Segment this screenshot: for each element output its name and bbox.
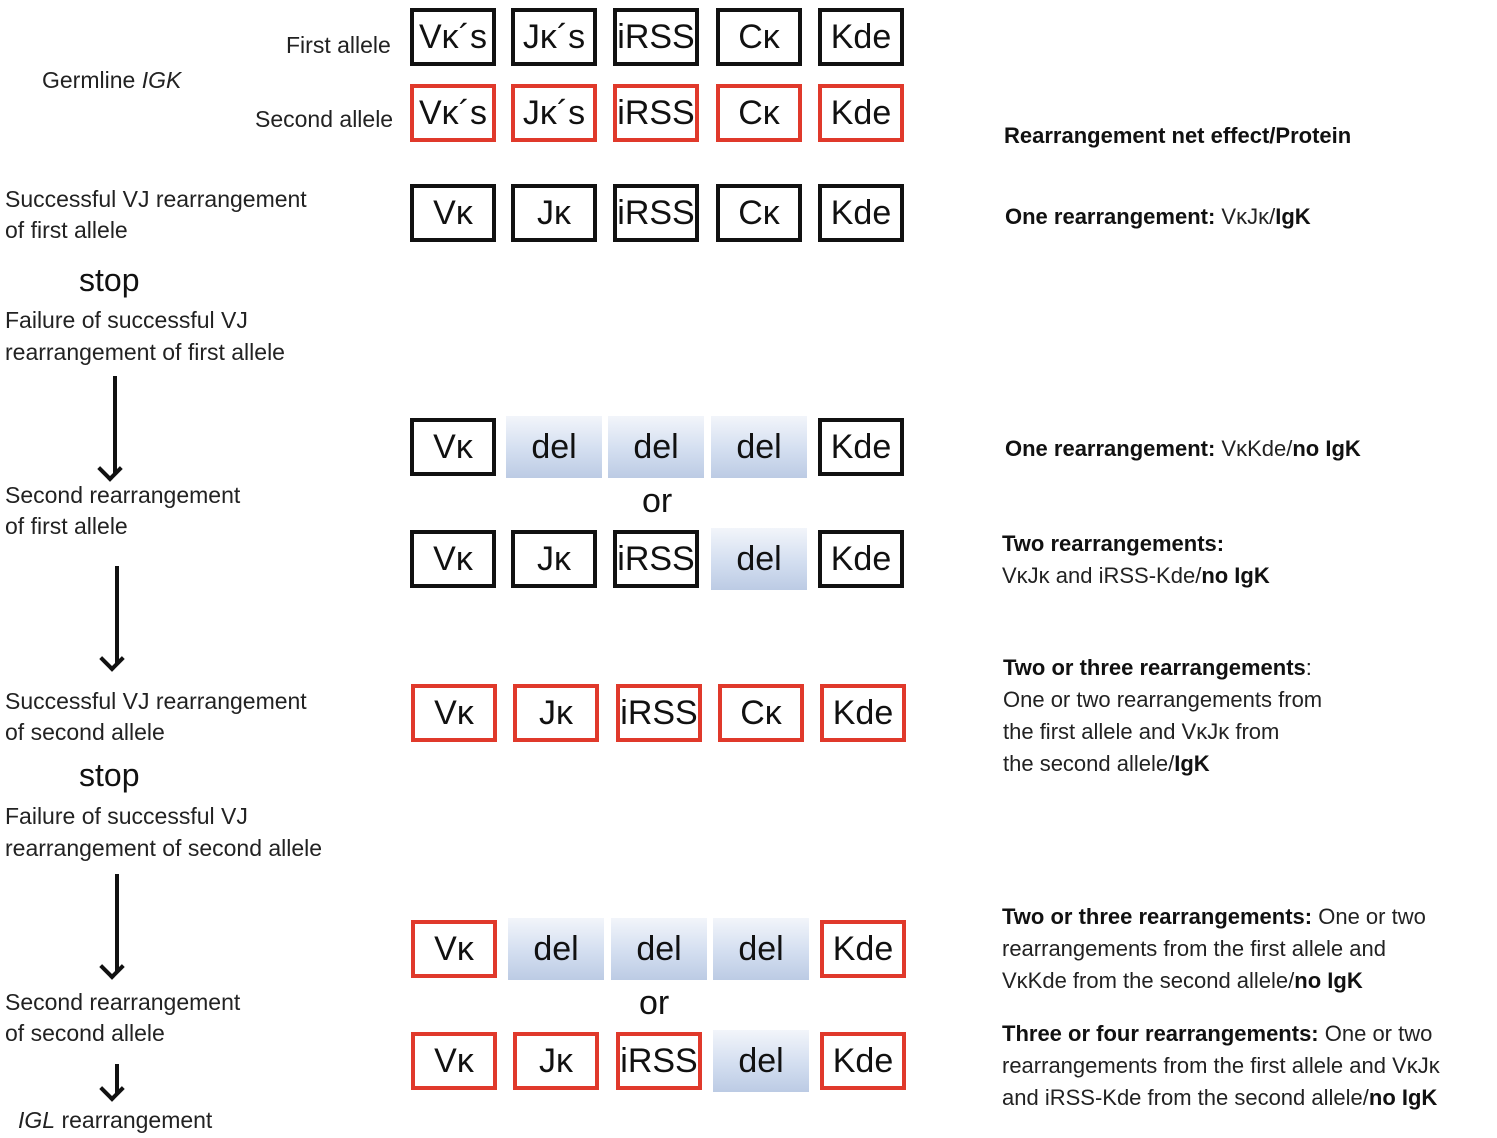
- effect-header: [1004, 120, 1351, 152]
- gene-segment-vj2: Cκ: [718, 684, 804, 742]
- gene-segment-vj2: Jκ: [513, 684, 599, 742]
- effect-4-colon: :: [1305, 655, 1312, 680]
- deleted-segment: del: [508, 918, 604, 980]
- deleted-segment: del: [611, 918, 707, 980]
- second-re-second-line1: Second rearrangement: [5, 989, 241, 1015]
- gene-segment-del2b: Jκ: [513, 1032, 599, 1090]
- igl-label: [18, 1104, 212, 1136]
- germline-prefix: Germline: [42, 67, 142, 93]
- gene-segment-germ2: Jκ´s: [511, 84, 597, 142]
- gene-segment-germ1: Cκ: [716, 8, 802, 66]
- fail-first-line2: rearrangement of first allele: [5, 339, 285, 365]
- deleted-segment: del: [713, 918, 809, 980]
- gene-segment-germ2: iRSS: [613, 84, 699, 142]
- arrow-down-icon: [115, 874, 119, 972]
- fail-first-line1: Failure of successful VJ: [5, 307, 248, 333]
- effect-1-bold: One rearrangement:: [1005, 204, 1216, 229]
- gene-segment-vj1: Kde: [818, 184, 904, 242]
- second-re-first-line1: Second rearrangement: [5, 482, 241, 508]
- success-second-line2: of second allele: [5, 719, 165, 745]
- effect-4-line2: One or two rearrangements from: [1003, 687, 1323, 712]
- gene-segment-germ2: Vκ´s: [410, 84, 496, 142]
- effect-6-bold: Three or four rearrangements:: [1002, 1021, 1319, 1046]
- igl-rest: rearrangement: [55, 1107, 213, 1133]
- stop-label-2: stop: [79, 757, 140, 793]
- second-re-first-line2: of first allele: [5, 513, 128, 539]
- germline-gene: IGK: [141, 67, 182, 93]
- first-allele-label: First allele: [286, 32, 391, 58]
- effect-4-protein: IgK: [1174, 751, 1210, 776]
- effect-5-line3: VκKde from the second allele/: [1002, 968, 1295, 993]
- stop-label-1: stop: [79, 262, 140, 298]
- gene-segment-germ1: Kde: [818, 8, 904, 66]
- effect-row-3: [1002, 528, 1270, 592]
- deleted-segment: del: [711, 416, 807, 478]
- gene-segment-vj2: Vκ: [411, 684, 497, 742]
- deleted-segment: del: [711, 528, 807, 590]
- gene-segment-vj1: iRSS: [613, 184, 699, 242]
- effect-2-protein: no IgK: [1292, 436, 1361, 461]
- effect-6-line3: and iRSS-Kde from the second allele/: [1002, 1085, 1369, 1110]
- fail-second-line2: rearrangement of second allele: [5, 835, 323, 861]
- effect-6-protein: no IgK: [1368, 1085, 1438, 1110]
- effect-3-text: VκJκ and iRSS-Kde/: [1002, 563, 1202, 588]
- second-re-second-line2: of second allele: [5, 1020, 165, 1046]
- effect-5-protein: no IgK: [1294, 968, 1363, 993]
- success-second-line1: Successful VJ rearrangement: [5, 688, 307, 714]
- effect-header-text: Rearrangement net effect/Protein: [1004, 123, 1352, 148]
- effect-4-line3: the first allele and VκJκ from: [1003, 719, 1280, 744]
- gene-segment-del1b: iRSS: [613, 530, 699, 588]
- effect-row-1: [1005, 201, 1311, 233]
- second-allele-label: Second allele: [255, 106, 394, 132]
- gene-segment-del2a: Vκ: [411, 920, 497, 978]
- gene-segment-vj1: Jκ: [511, 184, 597, 242]
- deleted-segment: del: [608, 416, 704, 478]
- gene-segment-del2b: Kde: [820, 1032, 906, 1090]
- effect-5-line1: One or two: [1312, 904, 1426, 929]
- gene-segment-del2b: iRSS: [616, 1032, 702, 1090]
- deleted-segment: del: [713, 1030, 809, 1092]
- effect-row-5: [1002, 901, 1426, 997]
- or-label-1: or: [642, 482, 673, 520]
- success-first-line1: Successful VJ rearrangement: [5, 186, 307, 212]
- effect-row-6: [1002, 1018, 1440, 1114]
- arrow-down-icon: [115, 566, 119, 664]
- effect-3-protein: no IgK: [1201, 563, 1270, 588]
- success-first-line2: of first allele: [5, 217, 128, 243]
- fail-second-line1: Failure of successful VJ: [5, 803, 248, 829]
- effect-5-bold: Two or three rearrangements:: [1002, 904, 1313, 929]
- arrow-down-icon: [113, 376, 117, 474]
- gene-segment-vj1: Cκ: [716, 184, 802, 242]
- gene-segment-vj1: Vκ: [410, 184, 496, 242]
- deleted-segment: del: [506, 416, 602, 478]
- gene-segment-germ2: Cκ: [716, 84, 802, 142]
- effect-row-2: [1005, 433, 1361, 465]
- germline-label: [42, 64, 181, 96]
- effect-3-bold: Two rearrangements:: [1002, 531, 1225, 556]
- or-label-2: or: [639, 984, 670, 1022]
- gene-segment-del1a: Kde: [818, 418, 904, 476]
- gene-segment-germ1: Jκ´s: [511, 8, 597, 66]
- gene-segment-vj2: Kde: [820, 684, 906, 742]
- effect-4-line4: the second allele/: [1003, 751, 1175, 776]
- effect-2-bold: One rearrangement:: [1005, 436, 1216, 461]
- arrow-down-icon: [115, 1064, 119, 1094]
- effect-1-protein: IgK: [1275, 204, 1311, 229]
- effect-4-bold: Two or three rearrangements: [1003, 655, 1306, 680]
- effect-1-text: VκJκ/: [1215, 204, 1276, 229]
- effect-5-line2: rearrangements from the first allele and: [1002, 936, 1386, 961]
- gene-segment-germ1: Vκ´s: [410, 8, 496, 66]
- effect-row-4: [1003, 652, 1322, 780]
- effect-6-line2: rearrangements from the first allele and VκJκ: [1002, 1053, 1440, 1078]
- gene-segment-germ1: iRSS: [613, 8, 699, 66]
- igl-gene: IGL: [18, 1107, 56, 1133]
- gene-segment-del1b: Kde: [818, 530, 904, 588]
- gene-segment-germ2: Kde: [818, 84, 904, 142]
- gene-segment-del1b: Jκ: [511, 530, 597, 588]
- gene-segment-vj2: iRSS: [616, 684, 702, 742]
- effect-2-text: VκKde/: [1215, 436, 1293, 461]
- effect-6-line1: One or two: [1318, 1021, 1433, 1046]
- gene-segment-del2b: Vκ: [411, 1032, 497, 1090]
- gene-segment-del1a: Vκ: [410, 418, 496, 476]
- gene-segment-del1b: Vκ: [410, 530, 496, 588]
- gene-segment-del2a: Kde: [820, 920, 906, 978]
